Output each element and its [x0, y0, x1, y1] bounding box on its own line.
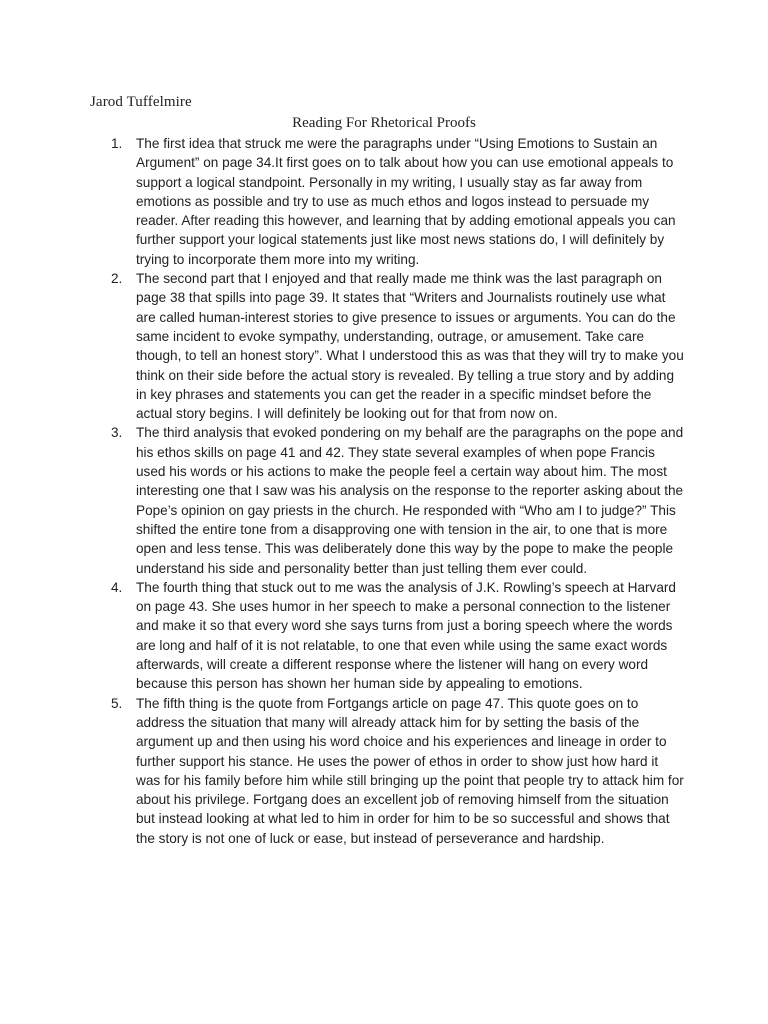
list-item: [111, 694, 684, 848]
list-item-number: 2.: [111, 271, 123, 287]
document-title: Reading For Rhetorical Proofs: [292, 115, 476, 131]
list-item: [111, 269, 684, 423]
list-item-text: The second part that I enjoyed and that really made me think was the last paragraph on page 38 that spills into page 39. It states that “Writers and Journalists routinely use what are called human-interest stories to give presence to issues or arguments. You can do the same incident to evoke sympathy, understanding, outrage, or amusement. Take care though, to tell an honest story”. What I understood this as was that they will try to make you think on their side before the actual story is revealed. By telling a true story and by adding in key phrases and statements you can get the reader in a specific mindset before the actual story begins. I will definitely be looking out for that from now on.: [136, 271, 684, 422]
list-item-number: 1.: [111, 136, 123, 151]
list-item-number: 3.: [111, 425, 123, 441]
list-item-text: The fourth thing that stuck out to me was the analysis of J.K. Rowling’s speech at Harvard on page 43. She uses humor in her speech to make a personal connection to the listener and make it so that every word she says turns from just a boring speech where the words are long and half of it is not relatable, to one that even while using the same exact words afterwards, will create a different response where the listener will hang on every word because this person has shown her human side by appealing to emotions.: [136, 579, 676, 692]
list-item: [111, 423, 684, 577]
list-item-text: The fifth thing is the quote from Fortgangs article on page 47. This quote goes on to address the situation that many will already attack him for by setting the basis of the argument up and then using his word choice and his experiences and lineage in order to further support his stance. He uses the power of ethos in order to show just how hard it was for his family before him while still bringing up the point that people try to attack him for about his privilege. Fortgang does an excellent job of removing himself from the situation but instead looking at what led to him in order for him to be so successful and shows that the story is not one of luck or ease, but instead of perseverance and hardship.: [136, 695, 684, 846]
list-item-number: 5.: [111, 695, 123, 711]
author-name: Jarod Tuffelmire: [90, 94, 192, 110]
list-item-text: The third analysis that evoked pondering on my behalf are the paragraphs on the pope and his ethos skills on page 41 and 42. They state several examples of when pope Francis used his words or his actions to make the people feel a certain way about him. The most interesting one that I saw was his analysis on the response to the reporter asking about the Pope’s opinion on gay priests in the church. He responded with “Who am I to judge?” This shifted the entire tone from a disapproving one with tension in the air, to one that is more open and less tense. This was deliberately done this way by the pope to make the people understand his side and personality better than just telling them ever could.: [136, 425, 684, 576]
reading-notes-list: [111, 134, 684, 848]
list-item: [111, 578, 684, 694]
list-item-text: The first idea that struck me were the paragraphs under “Using Emotions to Sustain an Argument” on page 34.It first goes on to talk about how you can use emotional appeals to support a logical standpoint. Personally in my writing, I usually stay as far away from emotions as possible and try to use as much ethos and logos instead to persuade my reader. After reading this however, and learning that by adding emotional appeals you can further support your logical statements just like most news stations do, I will definitely by trying to incorporate them more into my writing.: [136, 136, 676, 267]
list-item: [111, 134, 684, 269]
list-item-number: 4.: [111, 579, 123, 595]
